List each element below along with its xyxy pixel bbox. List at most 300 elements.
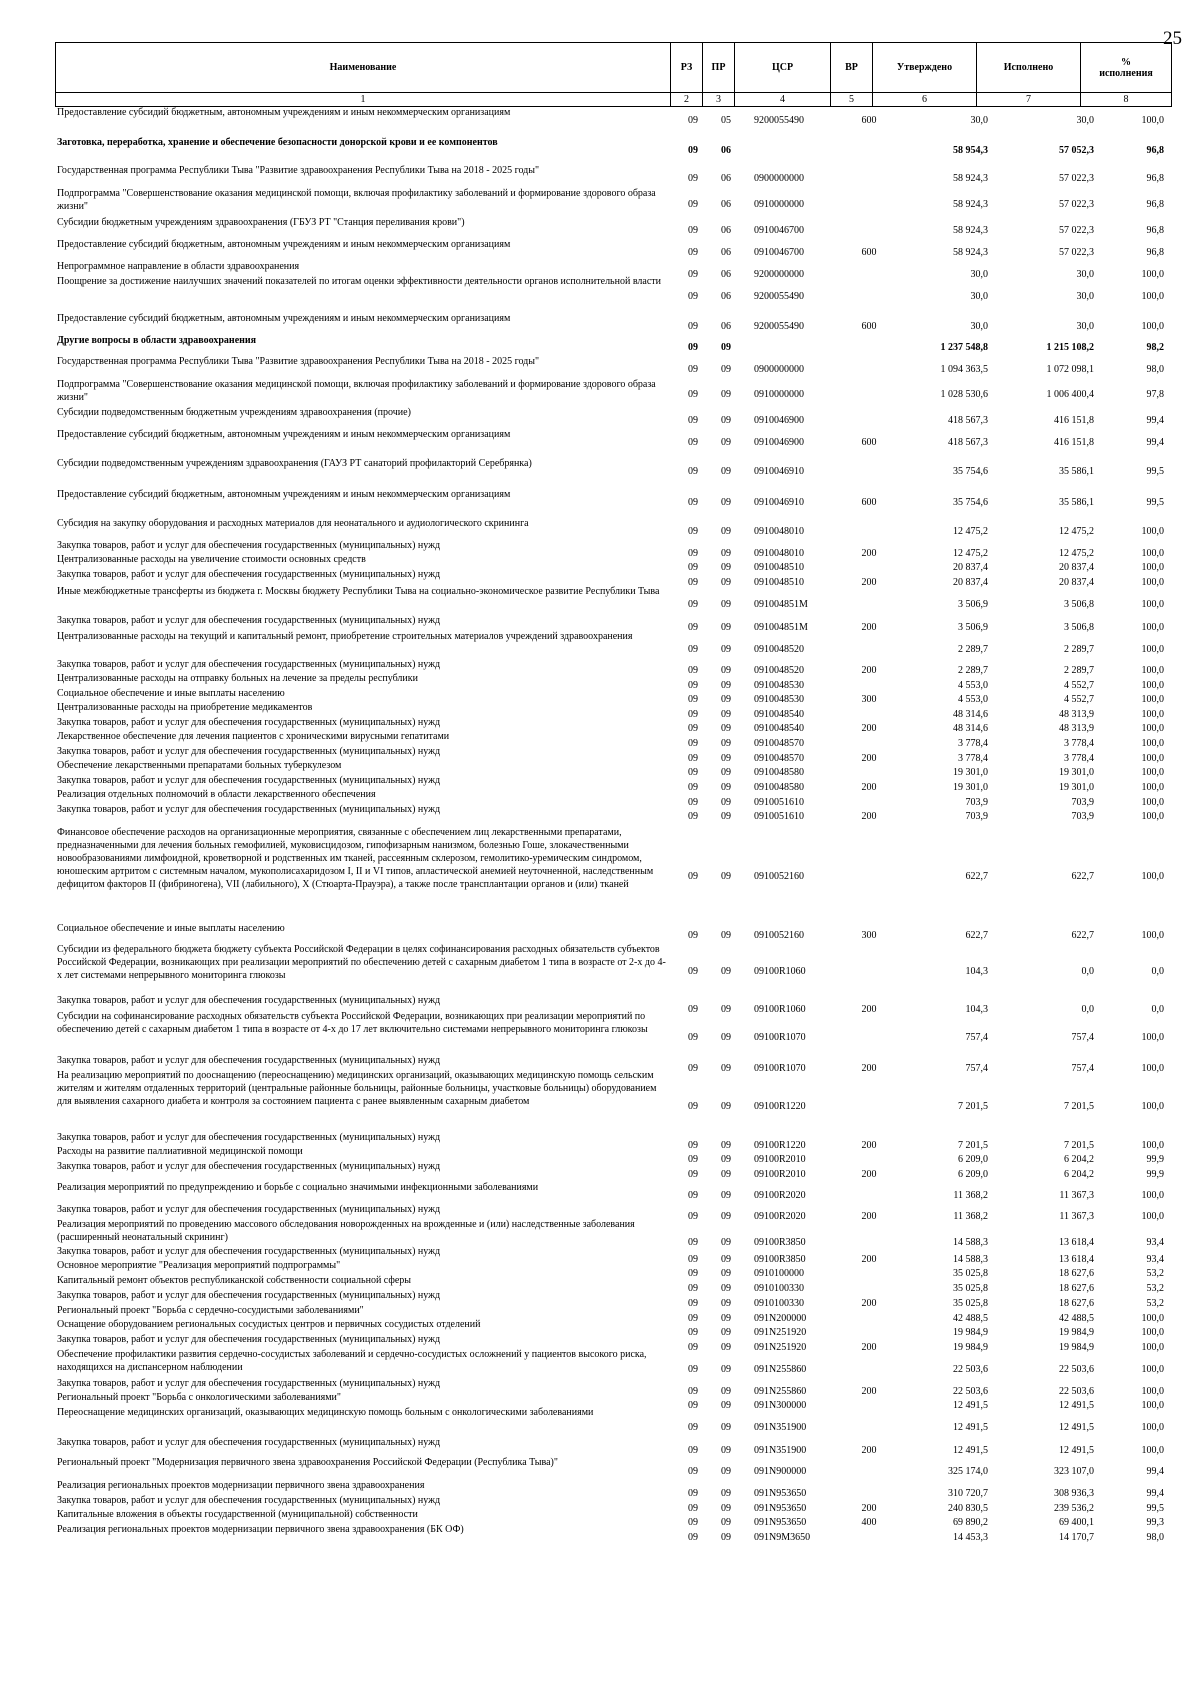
row-approved: 3 506,9 [958, 599, 988, 610]
row-percent: 99,9 [1146, 1169, 1164, 1180]
row-rz: 09 [688, 437, 698, 448]
row-approved: 58 924,3 [953, 199, 988, 210]
row-vr: 200 [861, 1298, 877, 1309]
row-executed: 35 586,1 [1059, 497, 1094, 508]
row-pr: 09 [721, 723, 731, 734]
row-name: Предоставление субсидий бюджетным, автономным учреждениям и иным некоммерческим организациям [57, 489, 511, 500]
row-executed: 13 618,4 [1059, 1237, 1094, 1248]
row-approved: 7 201,5 [958, 1140, 988, 1151]
row-name: Реализация региональных проектов модернизации первичного звена здравоохранения [57, 1480, 425, 1491]
row-approved: 14 588,3 [953, 1237, 988, 1248]
row-rz: 09 [688, 1386, 698, 1397]
row-pr: 09 [721, 753, 731, 764]
row-approved: 1 237 548,8 [940, 342, 988, 353]
row-executed: 308 936,3 [1054, 1488, 1094, 1499]
row-name: Закупка товаров, работ и услуг для обеспечения государственных (муниципальных) нужд [57, 659, 441, 670]
row-approved: 35 025,8 [953, 1268, 988, 1279]
row-name: Предоставление субсидий бюджетным, автономным учреждениям и иным некоммерческим организациям [57, 313, 511, 324]
row-approved: 4 553,0 [958, 680, 988, 691]
row-approved: 757,4 [965, 1063, 988, 1074]
row-percent: 100,0 [1141, 1400, 1164, 1411]
row-pr: 09 [721, 694, 731, 705]
row-percent: 100,0 [1141, 599, 1164, 610]
row-csr: 09100R1220 [754, 1140, 806, 1151]
row-pr: 06 [721, 173, 731, 184]
row-approved: 6 209,0 [958, 1154, 988, 1165]
row-percent: 96,8 [1146, 225, 1164, 236]
row-rz: 09 [688, 644, 698, 655]
row-percent: 100,0 [1141, 1386, 1164, 1397]
row-csr: 091N9M3650 [754, 1532, 811, 1543]
row-rz: 09 [688, 1237, 698, 1248]
row-executed: 14 170,7 [1059, 1532, 1094, 1543]
row-csr: 091N200000 [754, 1313, 807, 1324]
row-rz: 09 [688, 577, 698, 588]
row-approved: 58 924,3 [953, 247, 988, 258]
row-executed: 622,7 [1071, 871, 1094, 882]
row-executed: 6 204,2 [1064, 1154, 1094, 1165]
row-pr: 09 [721, 767, 731, 778]
header-name: Наименование [56, 43, 671, 93]
header-num: 5 [831, 93, 873, 107]
row-name: Закупка товаров, работ и услуг для обеспечения государственных (муниципальных) нужд [57, 995, 441, 1006]
row-rz: 09 [688, 1004, 698, 1015]
header-num: 2 [671, 93, 703, 107]
row-executed: 35 586,1 [1059, 466, 1094, 477]
row-approved: 12 475,2 [953, 548, 988, 559]
row-name: Обеспечение лекарственными препаратами больных туберкулезом [57, 760, 342, 771]
row-name: Субсидии бюджетным учреждениям здравоохранения (ГБУЗ РТ "Станция переливания крови") [57, 217, 465, 228]
row-pr: 09 [721, 415, 731, 426]
row-rz: 09 [688, 1211, 698, 1222]
page-number: 25 [1163, 28, 1182, 49]
header-percent-label: исполнения [1099, 67, 1153, 79]
row-percent: 99,4 [1146, 437, 1164, 448]
row-pr: 09 [721, 1154, 731, 1165]
row-csr: 0910048520 [754, 644, 804, 655]
row-pr: 09 [721, 548, 731, 559]
row-vr: 600 [861, 437, 877, 448]
row-percent: 100,0 [1141, 709, 1164, 720]
row-name: Предоставление субсидий бюджетным, автономным учреждениям и иным некоммерческим организациям [57, 429, 511, 440]
row-approved: 418 567,3 [948, 415, 988, 426]
row-approved: 19 301,0 [953, 782, 988, 793]
row-approved: 325 174,0 [948, 1466, 988, 1477]
row-percent: 99,9 [1146, 1154, 1164, 1165]
row-executed: 18 627,6 [1059, 1298, 1094, 1309]
row-approved: 19 984,9 [953, 1342, 988, 1353]
row-rz: 09 [688, 1422, 698, 1433]
row-vr: 200 [861, 1140, 877, 1151]
row-name: Закупка товаров, работ и услуг для обеспечения государственных (муниципальных) нужд [57, 615, 441, 626]
row-name: Закупка товаров, работ и услуг для обеспечения государственных (муниципальных) нужд [57, 1334, 441, 1345]
row-csr: 091N255860 [754, 1364, 807, 1375]
header-approved: Утверждено [873, 43, 977, 93]
row-name: Государственная программа Республики Тыва "Развитие здравоохранения Республики Тыва на 2018 - 2025 годы" [57, 356, 540, 367]
row-executed: 323 107,0 [1054, 1466, 1094, 1477]
row-pr: 09 [721, 811, 731, 822]
row-approved: 30,0 [970, 291, 988, 302]
row-csr: 0910100330 [754, 1283, 804, 1294]
row-approved: 69 890,2 [953, 1517, 988, 1528]
row-rz: 09 [688, 1032, 698, 1043]
row-pr: 09 [721, 1342, 731, 1353]
row-executed: 416 151,8 [1054, 437, 1094, 448]
row-rz: 09 [688, 1503, 698, 1514]
row-csr: 0910048580 [754, 782, 804, 793]
row-vr: 200 [861, 723, 877, 734]
row-csr: 09100R1070 [754, 1032, 806, 1043]
row-csr: 0910048010 [754, 526, 804, 537]
row-csr: 0910048510 [754, 577, 804, 588]
row-csr: 09100R1070 [754, 1063, 806, 1074]
row-rz: 09 [688, 723, 698, 734]
row-percent: 100,0 [1141, 738, 1164, 749]
row-name: Подпрограмма "Совершенствование оказания медицинской помощи, включая профилактику заболеваний и формирование здорового образа жизни" [57, 379, 656, 403]
row-vr: 200 [861, 1211, 877, 1222]
row-rz: 09 [688, 599, 698, 610]
row-percent: 0,0 [1151, 966, 1164, 977]
row-vr: 200 [861, 1063, 877, 1074]
row-rz: 09 [688, 1154, 698, 1165]
row-rz: 09 [688, 247, 698, 258]
row-executed: 703,9 [1071, 811, 1094, 822]
row-pr: 09 [721, 680, 731, 691]
row-approved: 35 025,8 [953, 1283, 988, 1294]
row-csr: 0910048530 [754, 680, 804, 691]
row-csr: 0910100330 [754, 1298, 804, 1309]
row-name: Закупка товаров, работ и услуг для обеспечения государственных (муниципальных) нужд [57, 1290, 441, 1301]
row-pr: 09 [721, 342, 731, 353]
row-pr: 05 [721, 115, 731, 126]
row-csr: 091N900000 [754, 1466, 807, 1477]
row-approved: 30,0 [970, 269, 988, 280]
row-pr: 06 [721, 269, 731, 280]
row-pr: 09 [721, 1254, 731, 1265]
row-rz: 09 [688, 782, 698, 793]
row-rz: 09 [688, 225, 698, 236]
row-rz: 09 [688, 291, 698, 302]
row-pr: 09 [721, 871, 731, 882]
row-approved: 14 453,3 [953, 1532, 988, 1543]
row-pr: 09 [721, 497, 731, 508]
row-name: Социальное обеспечение и иные выплаты населению [57, 688, 285, 699]
row-csr: 0910046700 [754, 247, 804, 258]
row-csr: 091N953650 [754, 1517, 807, 1528]
row-vr: 200 [861, 1503, 877, 1514]
row-name: Оснащение оборудованием региональных сосудистых центров и первичных сосудистых отделений [57, 1319, 481, 1330]
row-name: Финансовое обеспечение расходов на организационные мероприятия, связанные с обеспечением лиц лекарственными препаратами, предназначенными для лечения больных гемофилией, муковисцидозом, гипофизарным нанизмом, болезнью Гоше, злокачественными новообразованиями лимфоидной, кроветворной и родственных им тканей, рассеянным склерозом, гемолитико-уремическим синдромом, юношеским артритом с системным началом, мукополисахаридозом I, II и VI типов, апластической анемией неуточненной, наследственным дефицитом факторов II (фибриногена), VII (лабильного), X (Стюарта-Прауэра), а также после трансплантации органов и (или) тканей [57, 827, 654, 890]
row-rz: 09 [688, 680, 698, 691]
row-percent: 0,0 [1151, 1004, 1164, 1015]
row-pr: 09 [721, 930, 731, 941]
row-executed: 416 151,8 [1054, 415, 1094, 426]
row-executed: 57 052,3 [1059, 145, 1094, 156]
row-name: Предоставление субсидий бюджетным, автономным учреждениям и иным некоммерческим организациям [57, 239, 511, 250]
row-percent: 100,0 [1141, 1140, 1164, 1151]
row-rz: 09 [688, 1283, 698, 1294]
row-pr: 06 [721, 145, 731, 156]
row-executed: 12 475,2 [1059, 526, 1094, 537]
row-approved: 12 491,5 [953, 1445, 988, 1456]
row-vr: 200 [861, 1342, 877, 1353]
row-pr: 09 [721, 782, 731, 793]
row-rz: 09 [688, 526, 698, 537]
row-rz: 09 [688, 199, 698, 210]
row-csr: 09100R3850 [754, 1237, 806, 1248]
row-percent: 53,2 [1146, 1283, 1164, 1294]
row-percent: 53,2 [1146, 1268, 1164, 1279]
row-csr: 0910100000 [754, 1268, 804, 1279]
row-csr: 09100R3850 [754, 1254, 806, 1265]
row-rz: 09 [688, 930, 698, 941]
row-pr: 06 [721, 247, 731, 258]
row-rz: 09 [688, 797, 698, 808]
row-approved: 240 830,5 [948, 1503, 988, 1514]
row-approved: 30,0 [970, 321, 988, 332]
row-percent: 100,0 [1141, 269, 1164, 280]
row-percent: 53,2 [1146, 1298, 1164, 1309]
row-name: Социальное обеспечение и иные выплаты населению [57, 923, 285, 934]
row-executed: 757,4 [1071, 1032, 1094, 1043]
row-approved: 104,3 [965, 966, 988, 977]
row-executed: 11 367,3 [1059, 1211, 1094, 1222]
row-name: Закупка товаров, работ и услуг для обеспечения государственных (муниципальных) нужд [57, 569, 441, 580]
row-approved: 12 475,2 [953, 526, 988, 537]
row-executed: 48 313,9 [1059, 709, 1094, 720]
row-executed: 3 506,8 [1064, 599, 1094, 610]
header-num: 6 [873, 93, 977, 107]
row-rz: 09 [688, 1298, 698, 1309]
row-percent: 99,4 [1146, 1466, 1164, 1477]
row-vr: 400 [861, 1517, 877, 1528]
row-csr: 0910000000 [754, 199, 804, 210]
row-pr: 06 [721, 199, 731, 210]
row-name: Закупка товаров, работ и услуг для обеспечения государственных (муниципальных) нужд [57, 1378, 441, 1389]
row-name: Государственная программа Республики Тыва "Развитие здравоохранения Республики Тыва на 2018 - 2025 годы" [57, 165, 540, 176]
row-percent: 99,4 [1146, 415, 1164, 426]
row-name: Подпрограмма "Совершенствование оказания медицинской помощи, включая профилактику заболеваний и формирование здорового образа жизни" [57, 188, 656, 212]
row-approved: 48 314,6 [953, 723, 988, 734]
row-csr: 091N351900 [754, 1422, 807, 1433]
row-csr: 0910048010 [754, 548, 804, 559]
row-pr: 09 [721, 622, 731, 633]
row-approved: 12 491,5 [953, 1400, 988, 1411]
row-name: Основное мероприятие "Реализация мероприятий подпрограммы" [57, 1260, 341, 1271]
row-csr: 0910046700 [754, 225, 804, 236]
header-num: 1 [56, 93, 671, 107]
row-rz: 09 [688, 767, 698, 778]
row-pr: 06 [721, 321, 731, 332]
row-csr: 09100R2020 [754, 1190, 806, 1201]
row-pr: 09 [721, 1004, 731, 1015]
row-executed: 30,0 [1076, 269, 1094, 280]
row-pr: 09 [721, 1032, 731, 1043]
row-executed: 2 289,7 [1064, 644, 1094, 655]
row-name: Централизованные расходы на увеличение стоимости основных средств [57, 554, 366, 565]
row-vr: 200 [861, 1386, 877, 1397]
row-name: Реализация мероприятий по предупреждению и борьбе с социально значимыми инфекционными заболеваниями [57, 1182, 539, 1193]
row-csr: 0910048520 [754, 665, 804, 676]
row-pr: 06 [721, 291, 731, 302]
row-percent: 99,3 [1146, 1517, 1164, 1528]
row-percent: 100,0 [1141, 577, 1164, 588]
row-vr: 300 [861, 930, 877, 941]
row-approved: 703,9 [965, 797, 988, 808]
row-rz: 09 [688, 1254, 698, 1265]
row-csr: 091N300000 [754, 1400, 807, 1411]
row-approved: 2 289,7 [958, 644, 988, 655]
row-rz: 09 [688, 1342, 698, 1353]
header-vr: ВР [831, 43, 873, 93]
row-percent: 100,0 [1141, 1313, 1164, 1324]
row-vr: 300 [861, 694, 877, 705]
row-name: Закупка товаров, работ и услуг для обеспечения государственных (муниципальных) нужд [57, 775, 441, 786]
row-pr: 09 [721, 1422, 731, 1433]
row-approved: 703,9 [965, 811, 988, 822]
row-rz: 09 [688, 753, 698, 764]
row-approved: 19 301,0 [953, 767, 988, 778]
row-executed: 12 491,5 [1059, 1422, 1094, 1433]
row-approved: 58 924,3 [953, 225, 988, 236]
row-executed: 22 503,6 [1059, 1364, 1094, 1375]
row-rz: 09 [688, 269, 698, 280]
row-csr: 0910051610 [754, 811, 804, 822]
row-executed: 4 552,7 [1064, 694, 1094, 705]
row-approved: 35 754,6 [953, 497, 988, 508]
row-percent: 100,0 [1141, 321, 1164, 332]
row-approved: 42 488,5 [953, 1313, 988, 1324]
row-pr: 09 [721, 1169, 731, 1180]
row-executed: 12 491,5 [1059, 1400, 1094, 1411]
row-vr: 200 [861, 1445, 877, 1456]
row-executed: 2 289,7 [1064, 665, 1094, 676]
row-executed: 0,0 [1081, 1004, 1094, 1015]
row-percent: 96,8 [1146, 247, 1164, 258]
row-executed: 0,0 [1081, 966, 1094, 977]
row-percent: 100,0 [1141, 1422, 1164, 1433]
row-rz: 09 [688, 1488, 698, 1499]
row-percent: 99,4 [1146, 1488, 1164, 1499]
row-name: Региональный проект "Борьба с онкологическими заболеваниями" [57, 1392, 341, 1403]
row-name: Закупка товаров, работ и услуг для обеспечения государственных (муниципальных) нужд [57, 1437, 441, 1448]
row-pr: 09 [721, 1386, 731, 1397]
row-percent: 100,0 [1141, 1211, 1164, 1222]
row-executed: 6 204,2 [1064, 1169, 1094, 1180]
row-approved: 622,7 [965, 930, 988, 941]
row-pr: 09 [721, 562, 731, 573]
row-executed: 69 400,1 [1059, 1517, 1094, 1528]
row-pr: 09 [721, 709, 731, 720]
row-name: Закупка товаров, работ и услуг для обеспечения государственных (муниципальных) нужд [57, 1246, 441, 1257]
row-approved: 4 553,0 [958, 694, 988, 705]
row-csr: 09100R2020 [754, 1211, 806, 1222]
row-executed: 7 201,5 [1064, 1140, 1094, 1151]
row-rz: 09 [688, 321, 698, 332]
row-csr: 091N255860 [754, 1386, 807, 1397]
row-name: Субсидия на закупку оборудования и расходных материалов для неонатального и аудиологического скрининга [57, 518, 529, 529]
row-name: Субсидии подведомственным учреждениям здравоохранения (ГАУЗ РТ санаторий профилакторий Серебрянка) [57, 458, 532, 469]
row-executed: 3 778,4 [1064, 753, 1094, 764]
row-rz: 09 [688, 1400, 698, 1411]
header-num: 7 [977, 93, 1081, 107]
row-approved: 22 503,6 [953, 1364, 988, 1375]
row-percent: 100,0 [1141, 871, 1164, 882]
row-executed: 57 022,3 [1059, 247, 1094, 258]
row-pr: 09 [721, 1364, 731, 1375]
row-rz: 09 [688, 562, 698, 573]
row-csr: 0910048510 [754, 562, 804, 573]
row-rz: 09 [688, 1445, 698, 1456]
row-name: Закупка товаров, работ и услуг для обеспечения государственных (муниципальных) нужд [57, 804, 441, 815]
row-name: На реализацию мероприятий по дооснащению (переоснащению) медицинских организаций, оказывающих медицинскую помощь сельским жителям и жителям отдаленных территорий (центральные районные больницы, районные больницы, участковые больницы) оборудованием для выявления сахарного диабета и контроля за состоянием пациента с ранее выявленным сахарным диабетом [57, 1070, 657, 1107]
row-rz: 09 [688, 871, 698, 882]
row-csr: 0910048540 [754, 709, 804, 720]
row-executed: 19 301,0 [1059, 767, 1094, 778]
row-rz: 09 [688, 966, 698, 977]
row-name: Закупка товаров, работ и услуг для обеспечения государственных (муниципальных) нужд [57, 1055, 441, 1066]
row-name: Закупка товаров, работ и услуг для обеспечения государственных (муниципальных) нужд [57, 746, 441, 757]
row-executed: 30,0 [1076, 291, 1094, 302]
row-pr: 09 [721, 738, 731, 749]
row-csr: 9200055490 [754, 115, 804, 126]
row-rz: 09 [688, 622, 698, 633]
row-vr: 200 [861, 753, 877, 764]
row-vr: 600 [861, 321, 877, 332]
row-approved: 20 837,4 [953, 562, 988, 573]
row-vr: 200 [861, 548, 877, 559]
row-percent: 100,0 [1141, 115, 1164, 126]
row-csr: 0910052160 [754, 871, 804, 882]
row-approved: 3 778,4 [958, 738, 988, 749]
row-approved: 30,0 [970, 115, 988, 126]
row-approved: 1 028 530,6 [940, 389, 988, 400]
row-pr: 09 [721, 966, 731, 977]
row-percent: 100,0 [1141, 782, 1164, 793]
row-percent: 93,4 [1146, 1254, 1164, 1265]
row-rz: 09 [688, 694, 698, 705]
row-executed: 622,7 [1071, 930, 1094, 941]
row-percent: 97,8 [1146, 389, 1164, 400]
row-executed: 13 618,4 [1059, 1254, 1094, 1265]
row-csr: 0910046900 [754, 415, 804, 426]
row-executed: 7 201,5 [1064, 1101, 1094, 1112]
row-pr: 09 [721, 797, 731, 808]
row-csr: 0910046910 [754, 466, 804, 477]
row-csr: 0910048570 [754, 753, 804, 764]
row-approved: 622,7 [965, 871, 988, 882]
header-percent-sign: % [1121, 56, 1131, 68]
row-csr: 0900000000 [754, 364, 804, 375]
row-approved: 2 289,7 [958, 665, 988, 676]
header-num: 3 [703, 93, 735, 107]
row-name: Расходы на развитие паллиативной медицинской помощи [57, 1146, 303, 1157]
row-approved: 48 314,6 [953, 709, 988, 720]
row-rz: 09 [688, 1532, 698, 1543]
row-approved: 58 954,3 [953, 145, 988, 156]
header-pr: ПР [703, 43, 735, 93]
row-pr: 09 [721, 466, 731, 477]
row-executed: 3 506,8 [1064, 622, 1094, 633]
header-rz: РЗ [671, 43, 703, 93]
row-name: Предоставление субсидий бюджетным, автономным учреждениям и иным некоммерческим организациям [57, 107, 511, 118]
row-pr: 09 [721, 437, 731, 448]
row-percent: 100,0 [1141, 1032, 1164, 1043]
row-percent: 100,0 [1141, 694, 1164, 705]
row-pr: 06 [721, 225, 731, 236]
row-csr: 0910048580 [754, 767, 804, 778]
row-executed: 19 984,9 [1059, 1342, 1094, 1353]
